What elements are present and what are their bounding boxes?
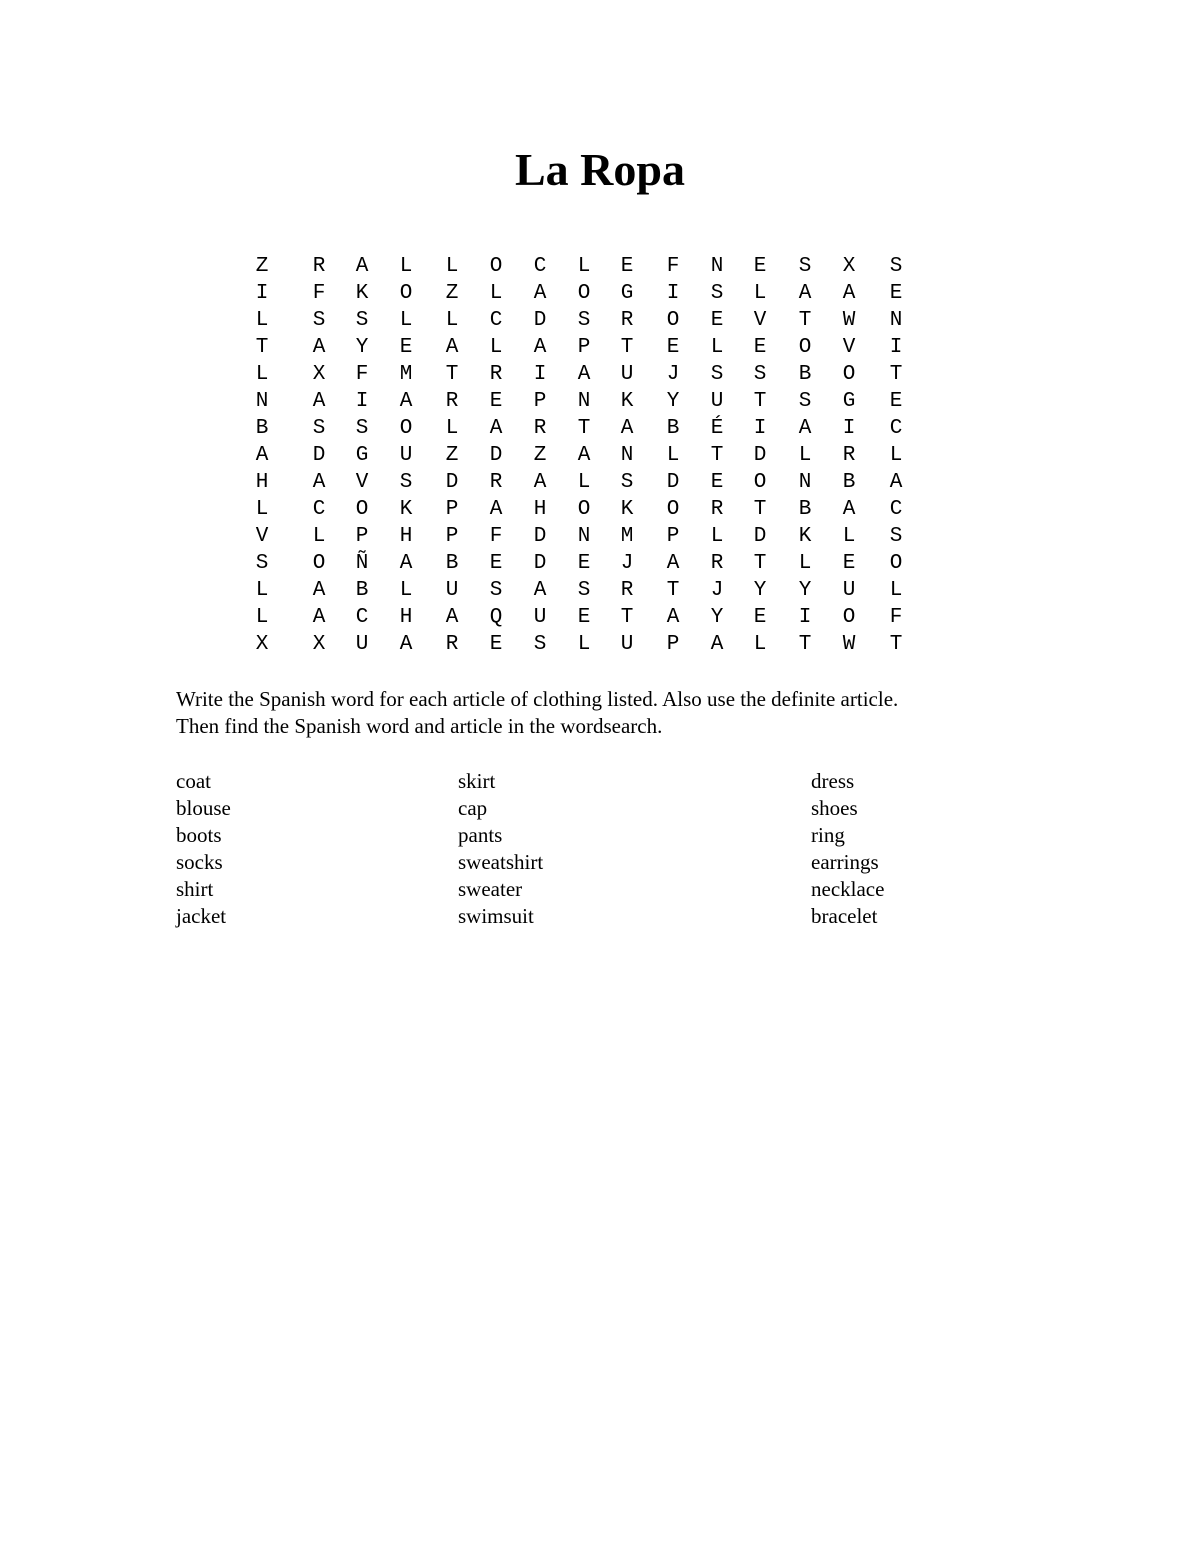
grid-letter: M bbox=[399, 363, 413, 386]
grid-letter: T bbox=[620, 606, 634, 629]
grid-letter: T bbox=[255, 336, 269, 359]
grid-letter: R bbox=[710, 498, 724, 521]
grid-letter: L bbox=[255, 579, 269, 602]
grid-letter: T bbox=[620, 336, 634, 359]
grid-letter: I bbox=[889, 336, 903, 359]
grid-letter: L bbox=[710, 336, 724, 359]
grid-letter: U bbox=[355, 633, 369, 656]
grid-letter: L bbox=[489, 336, 503, 359]
word-list-column-2 bbox=[458, 768, 543, 930]
page-title: La Ropa bbox=[515, 144, 685, 195]
grid-letter: K bbox=[620, 498, 634, 521]
grid-letter: B bbox=[255, 417, 269, 440]
grid-letter: V bbox=[842, 336, 856, 359]
grid-letter: E bbox=[489, 552, 503, 575]
grid-letter: R bbox=[620, 579, 634, 602]
grid-letter: B bbox=[798, 363, 812, 386]
grid-letter: O bbox=[842, 363, 856, 386]
grid-letter: S bbox=[620, 471, 634, 494]
grid-letter: T bbox=[445, 363, 459, 386]
grid-letter: Ñ bbox=[355, 552, 369, 575]
word-list-item: swimsuit bbox=[458, 904, 534, 928]
grid-letter: A bbox=[842, 282, 856, 305]
grid-letter: R bbox=[620, 309, 634, 332]
grid-letter: A bbox=[666, 552, 680, 575]
grid-row bbox=[0, 442, 1200, 469]
grid-letter: L bbox=[445, 309, 459, 332]
grid-letter: E bbox=[753, 606, 767, 629]
grid-letter: U bbox=[445, 579, 459, 602]
grid-letter: L bbox=[798, 444, 812, 467]
word-list-item: earrings bbox=[811, 850, 879, 874]
grid-letter: L bbox=[753, 282, 767, 305]
grid-letter: S bbox=[798, 390, 812, 413]
grid-letter: Y bbox=[710, 606, 724, 629]
grid-letter: P bbox=[355, 525, 369, 548]
grid-letter: A bbox=[399, 633, 413, 656]
grid-letter: H bbox=[399, 606, 413, 629]
word-list-item: sweatshirt bbox=[458, 850, 544, 874]
grid-letter: D bbox=[533, 309, 547, 332]
word-list-item: jacket bbox=[176, 904, 227, 928]
grid-letter: E bbox=[666, 336, 680, 359]
grid-letter: A bbox=[489, 498, 503, 521]
grid-letter: U bbox=[533, 606, 547, 629]
grid-letter: X bbox=[312, 363, 326, 386]
grid-letter: B bbox=[666, 417, 680, 440]
grid-letter: T bbox=[666, 579, 680, 602]
grid-row bbox=[0, 253, 1200, 280]
grid-letter: O bbox=[753, 471, 767, 494]
grid-letter: E bbox=[753, 255, 767, 278]
grid-letter: O bbox=[889, 552, 903, 575]
grid-letter: L bbox=[577, 633, 591, 656]
grid-letter: L bbox=[255, 363, 269, 386]
grid-letter: V bbox=[255, 525, 269, 548]
grid-letter: Z bbox=[445, 282, 459, 305]
grid-letter: D bbox=[753, 444, 767, 467]
grid-row bbox=[0, 361, 1200, 388]
grid-letter: X bbox=[842, 255, 856, 278]
grid-letter: A bbox=[798, 417, 812, 440]
word-list-item: pants bbox=[458, 823, 503, 847]
grid-letter: I bbox=[355, 390, 369, 413]
grid-letter: D bbox=[445, 471, 459, 494]
grid-letter: F bbox=[489, 525, 503, 548]
grid-letter: R bbox=[842, 444, 856, 467]
grid-letter: T bbox=[798, 633, 812, 656]
grid-letter: N bbox=[577, 525, 591, 548]
grid-letter: A bbox=[312, 390, 326, 413]
grid-letter: K bbox=[620, 390, 634, 413]
grid-letter: E bbox=[753, 336, 767, 359]
grid-letter: J bbox=[620, 552, 634, 575]
word-list-item: boots bbox=[176, 823, 222, 847]
grid-letter: I bbox=[533, 363, 547, 386]
grid-letter: T bbox=[889, 363, 903, 386]
grid-letter: T bbox=[753, 552, 767, 575]
grid-letter: V bbox=[355, 471, 369, 494]
grid-letter: É bbox=[710, 417, 724, 440]
grid-letter: E bbox=[889, 390, 903, 413]
grid-letter: T bbox=[710, 444, 724, 467]
grid-letter: D bbox=[533, 525, 547, 548]
grid-letter: I bbox=[842, 417, 856, 440]
grid-row bbox=[0, 631, 1200, 658]
word-list-item: blouse bbox=[176, 796, 231, 820]
grid-letter: A bbox=[355, 255, 369, 278]
grid-letter: L bbox=[399, 255, 413, 278]
grid-row bbox=[0, 496, 1200, 523]
grid-letter: O bbox=[489, 255, 503, 278]
word-list-column-3 bbox=[811, 768, 884, 930]
grid-letter: S bbox=[533, 633, 547, 656]
grid-letter: L bbox=[445, 417, 459, 440]
grid-letter: I bbox=[798, 606, 812, 629]
grid-letter: R bbox=[445, 390, 459, 413]
grid-letter: L bbox=[489, 282, 503, 305]
instruction-line: Write the Spanish word for each article of clothing listed. Also use the definite article. bbox=[176, 687, 899, 711]
grid-row bbox=[0, 577, 1200, 604]
grid-letter: L bbox=[399, 309, 413, 332]
word-list-item: ring bbox=[811, 823, 845, 847]
grid-letter: P bbox=[445, 525, 459, 548]
grid-letter: X bbox=[312, 633, 326, 656]
grid-letter: D bbox=[666, 471, 680, 494]
grid-letter: B bbox=[798, 498, 812, 521]
grid-letter: E bbox=[889, 282, 903, 305]
grid-letter: P bbox=[666, 633, 680, 656]
grid-letter: S bbox=[577, 579, 591, 602]
grid-letter: A bbox=[842, 498, 856, 521]
grid-letter: F bbox=[889, 606, 903, 629]
grid-letter: J bbox=[710, 579, 724, 602]
grid-letter: I bbox=[666, 282, 680, 305]
grid-letter: O bbox=[399, 417, 413, 440]
grid-letter: S bbox=[710, 282, 724, 305]
grid-letter: A bbox=[255, 444, 269, 467]
grid-letter: A bbox=[577, 363, 591, 386]
grid-letter: A bbox=[312, 471, 326, 494]
grid-letter: Z bbox=[255, 255, 269, 278]
grid-letter: S bbox=[489, 579, 503, 602]
word-list-item: coat bbox=[176, 769, 211, 793]
grid-letter: A bbox=[533, 471, 547, 494]
grid-letter: A bbox=[399, 552, 413, 575]
grid-letter: Z bbox=[533, 444, 547, 467]
grid-letter: C bbox=[533, 255, 547, 278]
grid-letter: L bbox=[798, 552, 812, 575]
grid-letter: U bbox=[399, 444, 413, 467]
grid-letter: T bbox=[753, 498, 767, 521]
grid-letter: E bbox=[577, 552, 591, 575]
grid-letter: U bbox=[842, 579, 856, 602]
grid-letter: P bbox=[577, 336, 591, 359]
instructions bbox=[176, 686, 1076, 740]
grid-letter: Y bbox=[753, 579, 767, 602]
grid-letter: A bbox=[312, 606, 326, 629]
grid-row bbox=[0, 469, 1200, 496]
grid-letter: L bbox=[753, 633, 767, 656]
grid-letter: O bbox=[312, 552, 326, 575]
grid-letter: E bbox=[577, 606, 591, 629]
grid-letter: S bbox=[798, 255, 812, 278]
grid-letter: L bbox=[889, 444, 903, 467]
word-list-item: cap bbox=[458, 796, 488, 820]
grid-letter: J bbox=[666, 363, 680, 386]
grid-letter: Y bbox=[666, 390, 680, 413]
grid-letter: Q bbox=[489, 606, 503, 629]
grid-letter: A bbox=[577, 444, 591, 467]
grid-letter: L bbox=[842, 525, 856, 548]
grid-letter: N bbox=[255, 390, 269, 413]
grid-letter: G bbox=[355, 444, 369, 467]
grid-letter: S bbox=[753, 363, 767, 386]
grid-letter: D bbox=[312, 444, 326, 467]
grid-letter: B bbox=[842, 471, 856, 494]
grid-letter: S bbox=[889, 525, 903, 548]
grid-letter: S bbox=[577, 309, 591, 332]
grid-letter: L bbox=[577, 471, 591, 494]
grid-letter: F bbox=[312, 282, 326, 305]
grid-letter: O bbox=[798, 336, 812, 359]
word-list-item: dress bbox=[811, 769, 855, 793]
grid-letter: S bbox=[312, 309, 326, 332]
grid-letter: A bbox=[533, 336, 547, 359]
grid-letter: A bbox=[445, 336, 459, 359]
grid-letter: I bbox=[753, 417, 767, 440]
grid-letter: A bbox=[710, 633, 724, 656]
grid-letter: A bbox=[533, 282, 547, 305]
grid-letter: O bbox=[577, 498, 591, 521]
word-list-column-1 bbox=[176, 768, 231, 930]
grid-letter: H bbox=[255, 471, 269, 494]
grid-letter: A bbox=[666, 606, 680, 629]
grid-letter: L bbox=[577, 255, 591, 278]
grid-row bbox=[0, 523, 1200, 550]
grid-letter: T bbox=[753, 390, 767, 413]
grid-letter: N bbox=[620, 444, 634, 467]
grid-letter: C bbox=[889, 498, 903, 521]
grid-letter: O bbox=[355, 498, 369, 521]
grid-letter: E bbox=[489, 390, 503, 413]
grid-letter: S bbox=[355, 309, 369, 332]
grid-letter: T bbox=[798, 309, 812, 332]
grid-letter: A bbox=[489, 417, 503, 440]
grid-row bbox=[0, 604, 1200, 631]
grid-letter: A bbox=[445, 606, 459, 629]
grid-letter: Y bbox=[355, 336, 369, 359]
word-list-item: shirt bbox=[176, 877, 214, 901]
instruction-line: Then find the Spanish word and article in the wordsearch. bbox=[176, 714, 663, 738]
grid-letter: L bbox=[710, 525, 724, 548]
grid-letter: A bbox=[533, 579, 547, 602]
grid-row bbox=[0, 415, 1200, 442]
grid-letter: E bbox=[710, 309, 724, 332]
grid-letter: N bbox=[577, 390, 591, 413]
grid-letter: R bbox=[489, 363, 503, 386]
grid-letter: W bbox=[842, 633, 856, 656]
grid-letter: P bbox=[445, 498, 459, 521]
grid-row bbox=[0, 334, 1200, 361]
grid-letter: C bbox=[355, 606, 369, 629]
grid-letter: S bbox=[355, 417, 369, 440]
grid-letter: R bbox=[710, 552, 724, 575]
word-list-item: skirt bbox=[458, 769, 496, 793]
grid-letter: S bbox=[312, 417, 326, 440]
grid-letter: L bbox=[255, 309, 269, 332]
grid-letter: O bbox=[399, 282, 413, 305]
grid-letter: E bbox=[620, 255, 634, 278]
grid-letter: L bbox=[255, 606, 269, 629]
grid-letter: S bbox=[889, 255, 903, 278]
grid-letter: N bbox=[710, 255, 724, 278]
grid-letter: L bbox=[255, 498, 269, 521]
grid-letter: R bbox=[533, 417, 547, 440]
grid-letter: G bbox=[620, 282, 634, 305]
grid-letter: O bbox=[577, 282, 591, 305]
word-list-item: socks bbox=[176, 850, 223, 874]
grid-letter: P bbox=[533, 390, 547, 413]
grid-letter: U bbox=[620, 633, 634, 656]
grid-letter: C bbox=[312, 498, 326, 521]
grid-letter: K bbox=[798, 525, 812, 548]
grid-letter: L bbox=[445, 255, 459, 278]
grid-letter: L bbox=[889, 579, 903, 602]
grid-letter: R bbox=[312, 255, 326, 278]
grid-letter: F bbox=[355, 363, 369, 386]
grid-letter: D bbox=[489, 444, 503, 467]
grid-letter: A bbox=[312, 579, 326, 602]
grid-letter: A bbox=[620, 417, 634, 440]
grid-letter: U bbox=[620, 363, 634, 386]
grid-letter: R bbox=[489, 471, 503, 494]
grid-letter: M bbox=[620, 525, 634, 548]
grid-letter: T bbox=[577, 417, 591, 440]
grid-letter: N bbox=[798, 471, 812, 494]
grid-letter: B bbox=[355, 579, 369, 602]
grid-letter: N bbox=[889, 309, 903, 332]
grid-letter: L bbox=[312, 525, 326, 548]
grid-letter: C bbox=[889, 417, 903, 440]
grid-letter: D bbox=[753, 525, 767, 548]
grid-letter: S bbox=[399, 471, 413, 494]
grid-letter: Z bbox=[445, 444, 459, 467]
grid-letter: Y bbox=[798, 579, 812, 602]
grid-letter: L bbox=[666, 444, 680, 467]
grid-letter: A bbox=[889, 471, 903, 494]
grid-letter: C bbox=[489, 309, 503, 332]
grid-row bbox=[0, 388, 1200, 415]
grid-letter: S bbox=[255, 552, 269, 575]
grid-row bbox=[0, 550, 1200, 577]
grid-letter: B bbox=[445, 552, 459, 575]
grid-letter: D bbox=[533, 552, 547, 575]
grid-letter: T bbox=[889, 633, 903, 656]
grid-letter: E bbox=[842, 552, 856, 575]
grid-letter: W bbox=[842, 309, 856, 332]
grid-letter: A bbox=[312, 336, 326, 359]
grid-letter: K bbox=[399, 498, 413, 521]
word-list-item: sweater bbox=[458, 877, 523, 901]
grid-letter: F bbox=[666, 255, 680, 278]
word-list-item: shoes bbox=[811, 796, 858, 820]
grid-letter: E bbox=[489, 633, 503, 656]
word-search-grid bbox=[0, 253, 1200, 658]
grid-letter: I bbox=[255, 282, 269, 305]
grid-letter: V bbox=[753, 309, 767, 332]
word-list-item: necklace bbox=[811, 877, 885, 901]
grid-letter: O bbox=[842, 606, 856, 629]
grid-letter: L bbox=[399, 579, 413, 602]
grid-letter: K bbox=[355, 282, 369, 305]
grid-letter: H bbox=[399, 525, 413, 548]
grid-row bbox=[0, 307, 1200, 334]
word-list-item: bracelet bbox=[811, 904, 878, 928]
grid-letter: G bbox=[842, 390, 856, 413]
grid-letter: A bbox=[399, 390, 413, 413]
grid-letter: P bbox=[666, 525, 680, 548]
grid-letter: S bbox=[710, 363, 724, 386]
grid-letter: E bbox=[710, 471, 724, 494]
grid-letter: O bbox=[666, 309, 680, 332]
grid-letter: H bbox=[533, 498, 547, 521]
grid-letter: U bbox=[710, 390, 724, 413]
grid-letter: X bbox=[255, 633, 269, 656]
grid-letter: O bbox=[666, 498, 680, 521]
grid-letter: E bbox=[399, 336, 413, 359]
grid-row bbox=[0, 280, 1200, 307]
grid-letter: A bbox=[798, 282, 812, 305]
grid-letter: R bbox=[445, 633, 459, 656]
